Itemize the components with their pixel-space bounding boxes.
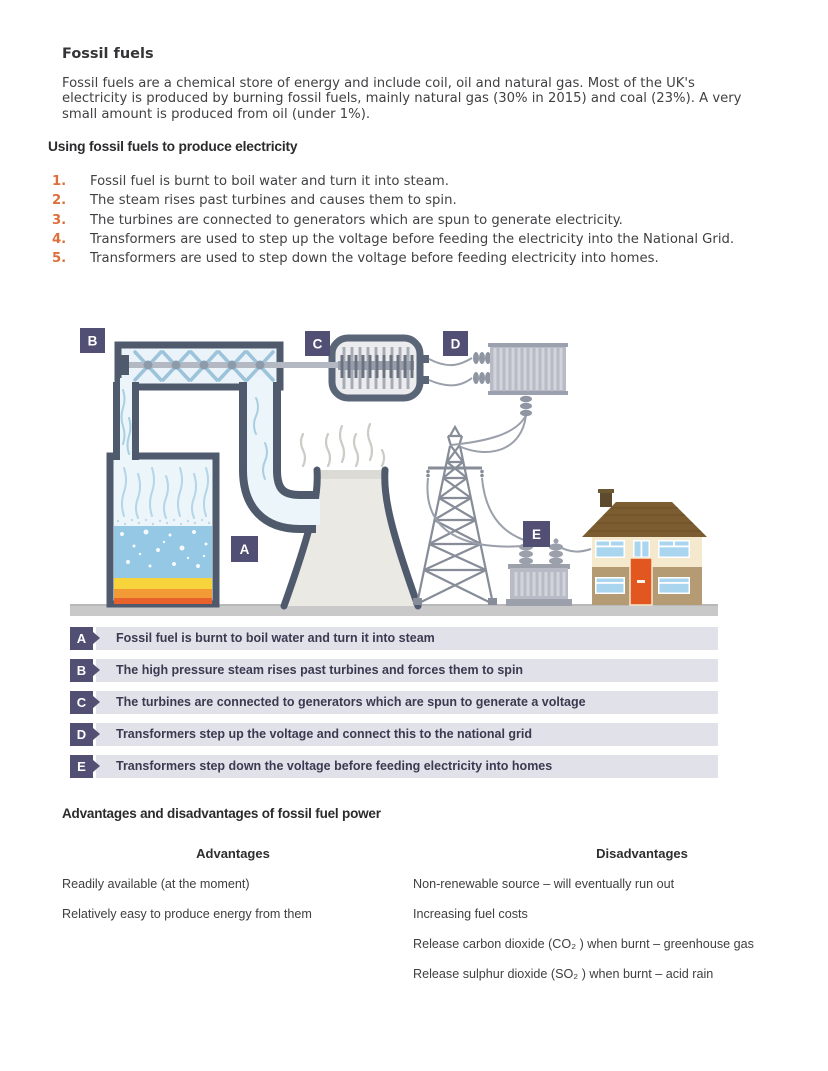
list-item [52,232,742,247]
section-heading-comparison: Advantages and disadvantages of fossil fuel power [62,806,381,821]
advantage-item: Relatively easy to produce energy from them [62,907,312,921]
house-icon [582,489,707,605]
label-a-badge [231,536,258,562]
label-d-badge [443,331,468,356]
disadvantages-header: Disadvantages [596,846,688,861]
boiler-water [114,526,212,578]
disadvantage-item: Release sulphur dioxide (SO₂ ) when burnt – acid rain [413,967,714,981]
diagram-legend [70,627,718,787]
disadvantages-column [413,846,827,996]
svg-text:B: B [87,333,98,349]
legend-row [70,659,718,682]
disadvantage-item: Non-renewable source – will eventually run out [413,877,675,891]
advantages-column [62,846,404,936]
legend-badge: C [70,691,93,714]
advantage-item: Readily available (at the moment) [62,877,250,891]
list-item [52,251,742,266]
list-text: Fossil fuel is burnt to boil water and turn it into steam. [90,174,449,189]
legend-text: Transformers step down the voltage before feeding electricity into homes [96,755,718,778]
list-text: The turbines are connected to generators which are spun to generate electricity. [90,212,623,228]
power-station-diagram-svg [70,318,720,618]
legend-row [70,755,718,778]
legend-badge: A [70,627,93,650]
legend-text: The turbines are connected to generators which are spun to generate a voltage [96,691,718,714]
list-item [52,174,742,189]
disadvantage-item: Increasing fuel costs [413,907,528,921]
page-title: Fossil fuels [62,46,154,62]
list-number: 4. [52,231,67,247]
disadvantage-item: Release carbon dioxide (CO₂ ) when burnt – greenhouse gas [413,937,754,951]
list-number: 5. [52,251,67,267]
intro-paragraph: Fossil fuels are a chemical store of energy and include coil, oil and natural gas. Most of the UK's electricity is produced by burning fossil fuels, mainly natural gas (30% in 2015) and coal (23%). A very small amount is produced from oil (under 1%). [62,76,742,122]
fire-orange [114,589,212,598]
list-number: 1. [52,174,67,189]
legend-row [70,723,718,746]
label-b-badge [80,328,105,353]
legend-text: Transformers step up the voltage and connect this to the national grid [96,723,718,746]
legend-row [70,691,718,714]
fire-yellow [114,578,212,589]
legend-text: The high pressure steam rises past turbines and forces them to spin [96,659,718,682]
legend-row [70,627,718,650]
legend-badge: B [70,659,93,682]
label-c-badge [305,331,330,356]
list-number: 3. [52,212,67,228]
tower-steam [301,424,384,466]
label-e-badge [523,521,550,547]
svg-text:A: A [239,542,250,557]
section-heading-process: Using fossil fuels to produce electricity [48,139,298,154]
list-text: Transformers are used to step down the voltage before feeding electricity into homes. [90,251,659,267]
list-item [52,193,742,208]
legend-badge: E [70,755,93,778]
pylon-icon [413,427,497,605]
list-item [52,213,742,228]
step-down-transformer-icon [506,539,572,607]
svg-text:E: E [531,527,542,542]
legend-text: Fossil fuel is burnt to boil water and turn it into steam [96,627,718,650]
power-station-diagram [70,318,720,618]
fire-deep [114,598,212,604]
list-text: The steam rises past turbines and causes them to spin. [90,193,457,209]
process-steps-list [52,174,742,270]
legend-badge: D [70,723,93,746]
list-number: 2. [52,193,67,209]
svg-text:D: D [450,336,461,352]
list-text: Transformers are used to step up the voltage before feeding the electricity into the National Grid. [90,231,735,247]
svg-text:C: C [312,336,323,352]
advantages-header: Advantages [196,846,270,861]
generator-icon [326,338,429,398]
